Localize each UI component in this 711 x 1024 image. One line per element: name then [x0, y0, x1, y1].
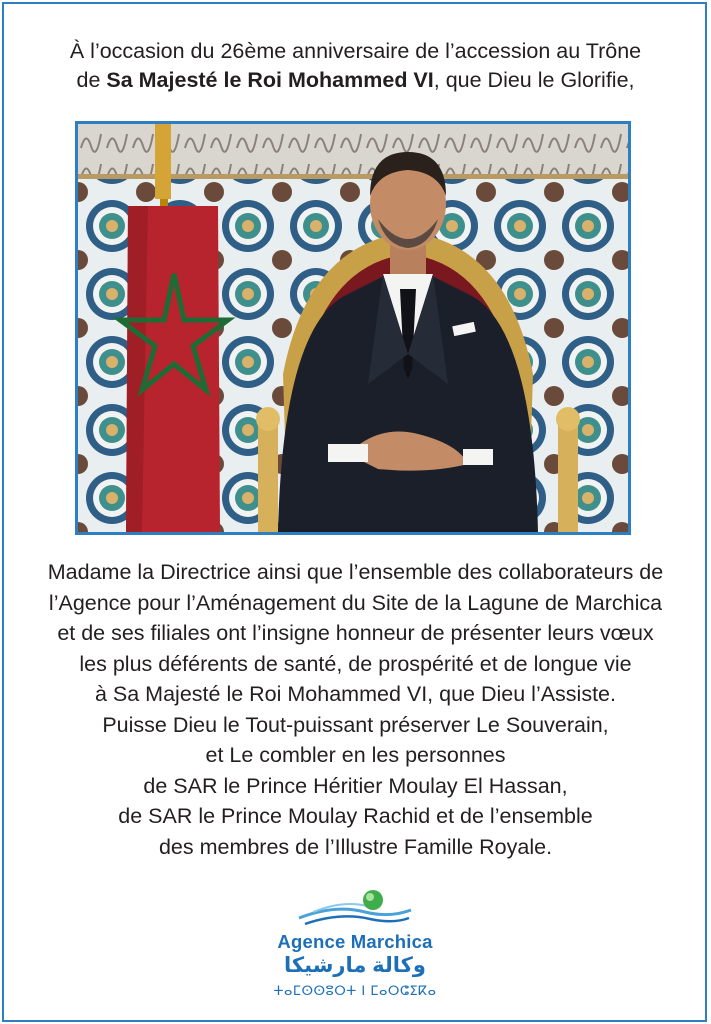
message-line: des membres de l’Illustre Famille Royale. — [158, 834, 553, 859]
message-line: l’Agence pour l’Aménagement du Site de la Lagune de Marchica — [48, 590, 663, 615]
message-line: et de ses filiales ont l’insigne honneur de présenter leurs vœux — [57, 621, 654, 645]
portrait-illustration — [78, 124, 628, 532]
header-dedication — [20, 37, 691, 95]
lagoon-wave-icon — [295, 888, 415, 930]
royal-portrait — [75, 121, 631, 535]
header-line-2-prefix: de — [76, 68, 107, 92]
king-title: Sa Majesté le Roi Mohammed VI — [106, 68, 434, 92]
message-line: à Sa Majesté le Roi Mohammed VI, que Dieu l’Assiste. — [94, 682, 616, 706]
message-line: de SAR le Prince Héritier Moulay El Hassan, — [143, 773, 568, 798]
logo-tifinagh-name: ⵜⴰⵎⵙⵙⵓⵔⵜ ⵏ ⵎⴰⵔⵛⵉⴽⴰ — [273, 984, 437, 999]
message-line: Madame la Directrice ainsi que l’ensemble des collaborateurs de — [47, 560, 664, 584]
agence-marchica-logo — [250, 888, 460, 1008]
header-line-2-suffix: , que Dieu le Glorifie, — [433, 68, 635, 92]
logo-arabic-name: وكالة مارشيكا — [284, 954, 426, 977]
message-line: Puisse Dieu le Tout-puissant préserver Le Souverain, — [102, 712, 609, 737]
congratulation-message — [14, 557, 697, 862]
header-line-2 — [20, 66, 691, 95]
header-line-1: À l’occasion du 26ème anniversaire de l’accession au Trône — [69, 39, 642, 63]
logo-name: Agence Marchica — [277, 931, 433, 952]
message-line: de SAR le Prince Moulay Rachid et de l’ensemble — [118, 804, 593, 828]
message-line: les plus déférents de santé, de prospérité et de longue vie — [79, 651, 632, 676]
message-line: et Le combler en les personnes — [205, 743, 506, 767]
